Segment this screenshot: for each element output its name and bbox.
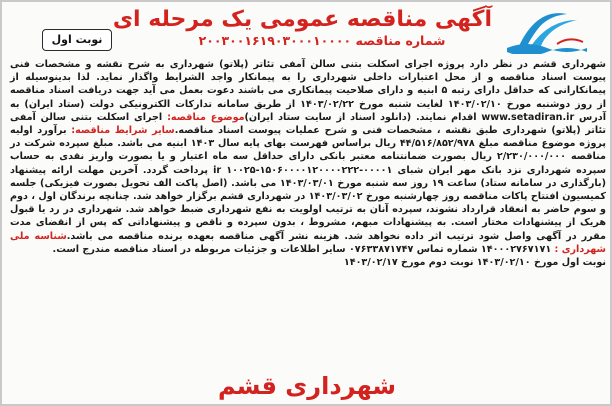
notice-header <box>2 2 612 60</box>
notice-paragraph <box>10 58 606 256</box>
national-id-label: شناسه ملی شهرداری : <box>10 230 606 255</box>
notice-title: آگهی مناقصه عمومی یک مرحله ای <box>112 7 492 32</box>
national-id-text: ۱۴۰۰۰۲۷۶۷۱۷۱ شماره تماس ۰۷۶۳۳۸۷۱۷۴۷ سایر اطلاعات و جزئیات مربوطه در اسناد مناقصه مندرج است. <box>52 243 555 255</box>
notice-body <box>10 58 606 269</box>
qeshm-municipality-logo-icon <box>497 6 607 54</box>
publication-dates: نوبت اول مورخ ۱۴۰۳/۰۲/۱۰ نوبت دوم مورخ ۱۴۰۳/۰۲/۱۷ <box>343 257 606 269</box>
footer-brand: شهرداری قشم <box>217 372 397 400</box>
intro-text: شهرداری قشم در نظر دارد پروژه اجرای اسکلت بتنی سالن آمفی تئاتر (پلاتو) شهرداری به شرح نقشه و مشخصات فنی پیوست اسناد مناقصه و از محل اعتبارات داخلی شهرداری را به پیمانکار واجد الشرایط واگذار نماید. لذا بدینوسیله از پیمانکارانی که حداقل دارای رتبه ۵ ابنیه و دارای صلاحیت پیمانکاری می باشند دعوت بعمل می آید جهت دریافت اسناد مناقصه از روز دوشنبه مورخ ۱۴۰۳/۰۲/۱۰ لغایت شنبه مورخ ۱۴۰۳/۰۲/۲۲ از طریق سامانه تدارکات الکترونیکی دولت (ستاد ایران) به آدرس www.setadiran.ir اقدام نمایند. (دانلود اسناد از سایت ستاد ایران) <box>10 59 607 123</box>
round-badge: نوبت اول <box>42 29 112 51</box>
conditions-text: برآورد اولیه پروژه موضوع مناقصه مبلغ ۴۴/۵۱۶/۸۵۲/۹۷۸ ریال براساس فهرست بهای پایه سال ۱۴۰۳ ابنیه می باشد. مبلغ سپرده شرکت در مناقصه ۲/۲۳۰/۰۰۰/۰۰۰ ریال بصورت ضمانتنامه معتبر بانکی دارای حداقل سه ماه اعتبار و یا بصورت واریز نقدی به حساب سپرده شهرداری نزد بانک مهر ایران شبای ۰۰۰۰۱-۱۵۰۶۰۰۰۰۱۲۰۰۰۰۲۲۲-۱۰۰۲۵ ir پرداخت گردد. آخرین مهلت ارائه پیشنهاد (بارگذاری در سامانه ستاد) ساعت ۱۹ روز سه شنبه مورخ ۱۴۰۳/۰۳/۰۱ می باشد. (اصل پاکت الف تحویل بصورت فیزیکی) جلسه کمیسیون افتتاح پاکات مناقصه روز چهارشنبه مورخ ۱۴۰۳/۰۳/۰۲ در شهرداری قشم برگزار خواهد شد. چنانچه برندگان اول ، دوم و سوم حاضر به انعقاد قرارداد نشوند، سپرده آنان به ترتیب اولویت به نفع شهرداری ضبط خواهد شد. شهرداری در رد یا قبول هریک از پیشنهادات مختار است. به پیشنهادات مبهم، مشروط ، بدون سپرده و ناقص و پیشنهاداتی که پس از انقضای مدت مقرر در آگهی واصل شود ترتیب اثر داده نخواهد شد. هزینه نشر آگهی مناقصه بعهده برنده مناقصه می باشد. <box>10 125 607 242</box>
subject-text: اجرای اسکلت بتنی سالن آمفی تئاتر (پلاتو) شهرداری طبق نقشه ، مشخصات فنی و شرح عملیات پیوست اسناد مناقصه. <box>10 111 607 137</box>
conditions-label: سایر شرایط مناقصه: <box>71 125 175 137</box>
tender-number: شماره مناقصه ۲۰۰۳۰۰۱۶۱۹۰۳۰۰۰۱۰۰۰۰ <box>198 33 446 48</box>
subject-label: موضوع مناقصه: <box>167 111 245 123</box>
